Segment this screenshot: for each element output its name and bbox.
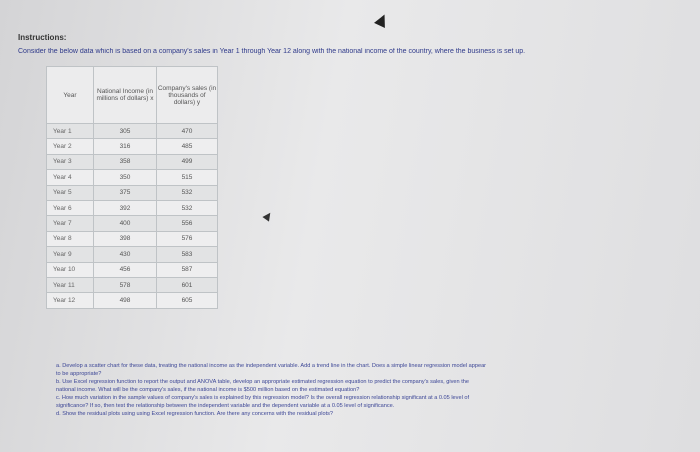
income-cell: 400 (94, 216, 157, 231)
table-row (47, 185, 218, 200)
column-header-year: Year (47, 67, 94, 124)
instructions-text: Consider the below data which is based on a company's sales in Year 1 through Year 12 along with the national income of the country, where the business is set up. (18, 48, 526, 55)
sales-cell: 601 (157, 277, 218, 292)
sales-cell: 556 (157, 216, 218, 231)
table-row (47, 247, 218, 262)
question-line: significance? If so, then test the relationship between the independent variable and the dependent variable at a 0.05 level of significance. (56, 403, 395, 409)
sales-cell: 470 (157, 124, 218, 139)
income-cell: 456 (94, 262, 157, 277)
sales-cell: 499 (157, 154, 218, 169)
table-row (47, 170, 218, 185)
question-line: d. Show the residual plots using using Excel regression function. Are there any concerns with the residual plots? (56, 411, 334, 417)
table-row (47, 262, 218, 277)
question-line: a. Develop a scatter chart for these data, treating the national income as the independent variable. Add a trend line in the chart. Does a simple linear regression model appear (56, 363, 487, 369)
sales-cell: 532 (157, 185, 218, 200)
table-row (47, 124, 218, 139)
income-cell: 375 (94, 185, 157, 200)
table-row (47, 200, 218, 215)
question-line: c. How much variation in the sample values of company's sales is explained by this regression model? Is the overall regression relationship significant at a 0.05 level of (56, 395, 470, 401)
year-cell: Year 6 (47, 200, 94, 215)
year-cell: Year 4 (47, 170, 94, 185)
year-cell: Year 9 (47, 247, 94, 262)
income-cell: 578 (94, 277, 157, 292)
table-row (47, 139, 218, 154)
income-cell: 316 (94, 139, 157, 154)
instructions-title: Instructions: (18, 33, 67, 42)
table-row (47, 216, 218, 231)
income-cell: 358 (94, 154, 157, 169)
sales-cell: 576 (157, 231, 218, 246)
year-cell: Year 10 (47, 262, 94, 277)
sales-cell: 485 (157, 139, 218, 154)
question-line: to be appropriate? (56, 371, 102, 377)
income-cell: 498 (94, 293, 157, 308)
income-cell: 430 (94, 247, 157, 262)
question-line: national income. What will be the company's sales, if the national income is $500 million based on the estimated equation? (56, 387, 360, 393)
question-list (56, 362, 686, 418)
sales-cell: 515 (157, 170, 218, 185)
sales-cell: 583 (157, 247, 218, 262)
year-cell: Year 2 (47, 139, 94, 154)
income-cell: 398 (94, 231, 157, 246)
table-row (47, 293, 218, 308)
sales-cell: 587 (157, 262, 218, 277)
question-line: b. Use Excel regression function to report the output and ANOVA table, develop an appropriate estimated regression equation to predict the company's sales, given the (56, 379, 469, 385)
table-row (47, 277, 218, 292)
year-cell: Year 5 (47, 185, 94, 200)
year-cell: Year 8 (47, 231, 94, 246)
sales-cell: 605 (157, 293, 218, 308)
column-header-sales: Company's sales (in thousands of dollars) y (157, 67, 218, 124)
table-row (47, 154, 218, 169)
year-cell: Year 7 (47, 216, 94, 231)
year-cell: Year 11 (47, 277, 94, 292)
table-row (47, 231, 218, 246)
year-cell: Year 12 (47, 293, 94, 308)
column-header-income: National Income (in millions of dollars) x (94, 67, 157, 124)
year-cell: Year 3 (47, 154, 94, 169)
data-table (46, 66, 218, 309)
year-cell: Year 1 (47, 124, 94, 139)
income-cell: 350 (94, 170, 157, 185)
income-cell: 392 (94, 200, 157, 215)
sales-cell: 532 (157, 200, 218, 215)
income-cell: 305 (94, 124, 157, 139)
